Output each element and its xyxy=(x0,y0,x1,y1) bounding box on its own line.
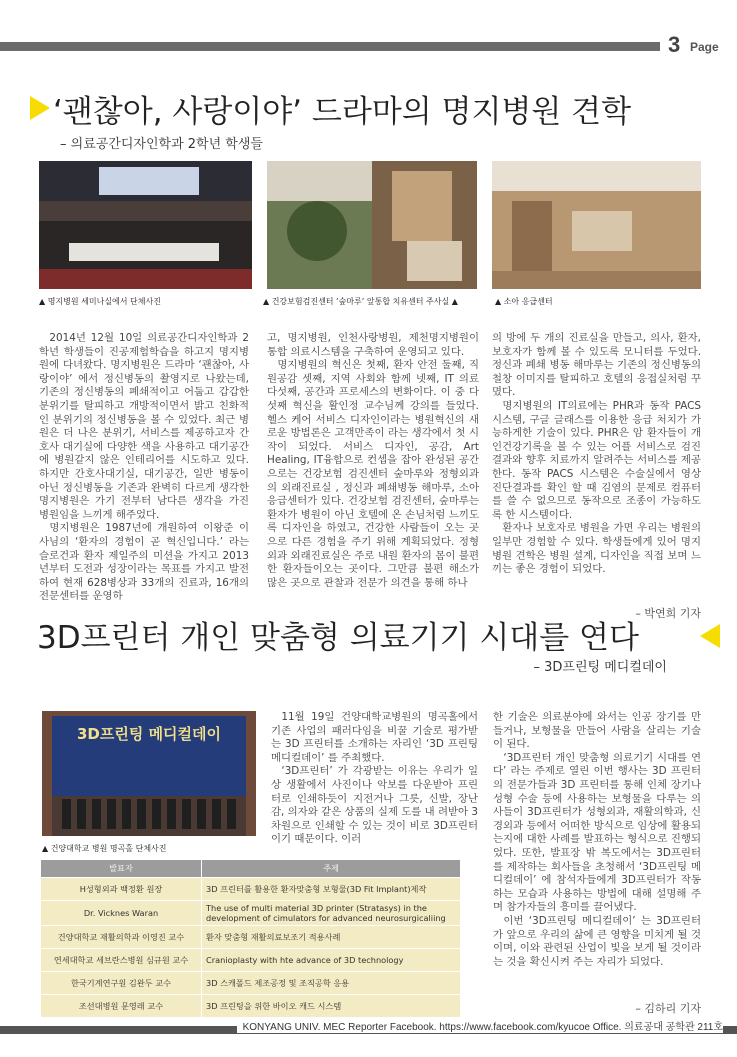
article1-title: ‘괜찮아, 사랑이야’ 드라마의 명지병원 견학 xyxy=(53,94,632,130)
table-row xyxy=(41,949,461,972)
paragraph: 11월 19일 건양대학교병원의 명곡홀에서 기존 사업의 패러다임을 비꿀 기술로 평가받는 3D 프린터를 소개하는 자리인 ‘3D 프린팅 메디컬데이’ 를 주최했다. xyxy=(271,711,478,764)
table-row xyxy=(41,972,461,995)
table-row xyxy=(41,878,461,901)
article2-byline: – 김하리 기자 xyxy=(635,1002,701,1015)
paragraph: 의 방에 두 개의 진료실을 만들고, 의사, 환자, 보호자가 함께 볼 수 있도록 모니터를 두었다. 정신과 폐쇄 병동 해마루는 기존의 정신병동의 철창 이미지를 탈피하고 호텔의 응접실처럼 꾸몄다. xyxy=(492,332,701,399)
yellow-arrow-right-icon xyxy=(30,96,50,120)
medical-day-group-photo xyxy=(42,711,256,836)
table-row xyxy=(41,995,461,1018)
article2-column-1 xyxy=(271,711,478,847)
paragraph: 고, 명지병원, 인천사랑병원, 제천명지병원이 통합 의료시스템을 구축하여 운영되고 있다. xyxy=(267,332,479,358)
presenter-table-wrapper xyxy=(40,859,461,1018)
caption-health-center: ▲ 건강보험검진센터 ‘숲마루’ 앞통합 치유센터 주사실 ▲ xyxy=(263,297,458,306)
table-header: 발표자 xyxy=(41,860,202,878)
table-cell: 3D 프린터를 활용한 환자맞춤형 보형물(3D Fit Implant)제작 xyxy=(202,878,461,901)
table-row xyxy=(41,901,461,926)
table-cell: H성형외과 백정환 원장 xyxy=(41,878,202,901)
table-cell: Cranioplasty with hte advance of 3D technology xyxy=(202,949,461,972)
table-cell: 한국기계연구원 김완두 교수 xyxy=(41,972,202,995)
paragraph: 환자나 보호자로 병원을 가면 우리는 병원의 일부만 경험할 수 있다. 학생들에게 있어 명지병원 견학은 병원 설계, 디자인을 직접 보며 느끼는 좋은 경험이 되었다. xyxy=(492,522,701,576)
table-cell: 조선대병원 문영래 교수 xyxy=(41,995,202,1018)
table-row xyxy=(41,926,461,949)
article2-title: 3D프린터 개인 맞춤형 의료기기 시대를 연다 xyxy=(37,620,639,656)
paragraph: 명지병원의 IT의료에는 PHR과 동작 PACS 시스템, 구글 글래스를 이용한 응급 처치가 가능하게한 기술이 있다. PHR은 암 환자들이 개인건강기록을 볼 수 있는 어플 서비스로 검진결과와 향후 치료까지 알려주는 서비스를 제공한다. 동작 PACS 시스템은 수술실에서 영상 진단결과를 확인 할 때 김염의 문제로 컴퓨터를 쓸 수 없으므로 동작으로 조종이 가능하도록 한 시스템이다. xyxy=(492,399,701,521)
seminar-room-photo xyxy=(39,161,252,289)
table-cell: 연세대학교 세브란스병원 심규원 교수 xyxy=(41,949,202,972)
paragraph: ‘3D프린터 개인 맞춤형 의료기기 시대를 연다’ 라는 주제로 열린 이번 행사는 3D 프린터의 전문가들과 3D 프린터를 통해 인체 장기나 성형 수술 등에 사용하는 보형물을 다루는 의사들이 3D프린터가 성형외과, 재활의학과, 신경외과 등에서 어떠한 방식으로 임상에 활용되는지에 대한 사례를 발표하는 형식으로 진행되었다. 또한, 발표장 밖 복도에서는 3D프린터를 제작하는 회사들을 초청해서 ‘3D프린팅 메디컬데이’ 에 참석자들에게 3D프린터가 작동하는 모습과 사용하는 방법에 대해 설명해 주며 참가자들의 흥미를 끌어냈다. xyxy=(493,751,701,914)
yellow-arrow-left-icon xyxy=(700,624,720,648)
header-bar xyxy=(0,42,660,51)
caption-group-photo: ▲ 건양대학교 병원 명곡홀 단체사진 xyxy=(42,844,167,853)
paragraph: 한 기술은 의료분야에 와서는 인공 장기를 만들거나, 보형물을 만들어 사람을 살리는 기술이 된다. xyxy=(493,711,701,751)
page-number: 3 xyxy=(668,32,681,57)
caption-seminar: ▲ 명지병원 세미나실에서 단체사진 xyxy=(39,297,161,306)
article1-column-3 xyxy=(492,332,701,577)
paragraph: 명지병원의 혁신은 첫째, 환자 안전 둘째, 직원공감 셋째, 지역 사회와 함께 넷째, IT 의료 다섯째, 공간과 프로세스의 변화이다. 이 중 다섯째 혁신을 활인정 교수님께 강의를 들었다. 헬스 케어 서비스 디자인이라는 병원혁신의 새로운 방법론은 고객만족이 라는 생각에서 첫 시작이 되었다. 서비스 디자인, 공감, Art Healing, IT융합으로 컨셉을 잡아 완성된 공간으로는 건강보험 검진센터 숲마루와 정형외과의 외래진료실 , 정신과 폐쇄병동 해마루, 소아 응급센터가 있다. 건강보험 검진센터, 숲마루는 환자가 병원이 아닌 호텔에 온 손님처럼 느끼도록 디자인을 하였고, 건강한 사람들이 오는 곳으로 다른 경험을 주기 위해 계획되었다. 정형외과 외래진료실은 주로 내원 환자의 몸이 불편한 환자들이오는 곳이다. 그만큼 불편 해소가 많은 곳으로 관찰과 전문가 의견을 통해 하나 xyxy=(267,359,479,589)
paragraph: 이번 ‘3D프린팅 메디컬데이’ 는 3D프린터가 앞으로 우리의 삶에 큰 영향을 미치게 될 것이며, 이와 관련된 산업이 빛을 보게 될 것이라는 것을 확신시켜 주는 자리가 되었다. xyxy=(493,914,701,968)
article2-subtitle: – 3D프린팅 메디컬데이 xyxy=(533,660,667,675)
table-cell: The use of multi material 3D printer (Stratasys) in the development of cimulators for advanced neurosurgicaliing xyxy=(202,901,461,926)
article1-byline: – 박연희 기자 xyxy=(635,607,701,620)
paragraph: 2014년 12월 10일 의료공간디자인학과 2학년 학생들이 진공제험학습을 하고지 명지병원에 다녀왔다. 명지병원은 드라마 ‘괜찮아, 사랑이야’ 에서 정신병동의 촬영지로 나왔는데, 기존의 정신병동의 폐쇄적이고 어둡고 갑갑한 분위기를 탈피하고 개방적이면서 밝고 친화적인 분위기의 정신병동을 볼 수 있었다. 최근 병원은 더 나은 분위기, 서비스를 제공하고자 간호사 대기실에 다양한 색을 사용하고 대기공간에 병원같지 않은 인테리어를 시도하고 있다. 하지만 간호사대기실, 대기공간, 일반 병동이 아닌 정신병동을 기존과 완벽히 다르게 생각한 명지병원은 가기 전부터 남다른 생각을 가진 병원임을 느끼게 해주었다. xyxy=(39,332,249,521)
paragraph: 명지병원은 1987년에 개원하여 이왕준 이사님의 ‘환자의 경험이 곧 혁신입니다.’ 라는 슬로건과 환자 제일주의 미션을 가지고 2013년부터 도전과 성장이라는 목표를 가지고 발전하여 현재 628병상과 33개의 진료과, 16개의 전문센터를 운영하 xyxy=(39,522,249,603)
table-header: 주제 xyxy=(202,860,461,878)
article1-subtitle: – 의료공간디자인학과 2학년 학생들 xyxy=(60,137,263,152)
article1-column-1 xyxy=(39,332,249,604)
table-cell: 3D 프린팅을 위한 바이오 캐드 시스템 xyxy=(202,995,461,1018)
article1-column-2 xyxy=(267,332,479,590)
page-label: Page xyxy=(690,40,719,54)
article2-column-2 xyxy=(493,711,701,969)
health-center-photos xyxy=(267,161,477,289)
caption-pediatric: ▲ 소아 응급센터 xyxy=(495,297,553,306)
table-header-row xyxy=(41,860,461,878)
paragraph: ‘3D프린터’ 가 각광받는 이유는 우리가 일상 생활에서 사진이나 악보를 다운받아 프린터로 인쇄하듯이 지전거나 그릇, 신발, 장난감, 의자와 같은 상품의 실제 도를 내 려받아 3차원으로 인쇄할 수 있는 것이 비로 3D프린터이기 때문이다. 이러 xyxy=(271,765,478,846)
table-cell: 건양대학교 재활의학과 이영진 교수 xyxy=(41,926,202,949)
pediatric-er-photo xyxy=(492,161,701,289)
banner-text: 3D프린팅 메디컬데이 xyxy=(76,725,222,743)
table-cell: 환자 맞춤형 재활의료보조기 적용사례 xyxy=(202,926,461,949)
table-cell: Dr. Vicknes Waran xyxy=(41,901,202,926)
table-cell: 3D 스캐폴드 제조공정 및 조직공학 응용 xyxy=(202,972,461,995)
footer-text: KONYANG UNIV. MEC Reporter Facebook. https://www.facebook.com/kyucoe Office. 의료공대 공학관 211호 xyxy=(237,1018,723,1033)
presenter-table xyxy=(40,859,461,1018)
